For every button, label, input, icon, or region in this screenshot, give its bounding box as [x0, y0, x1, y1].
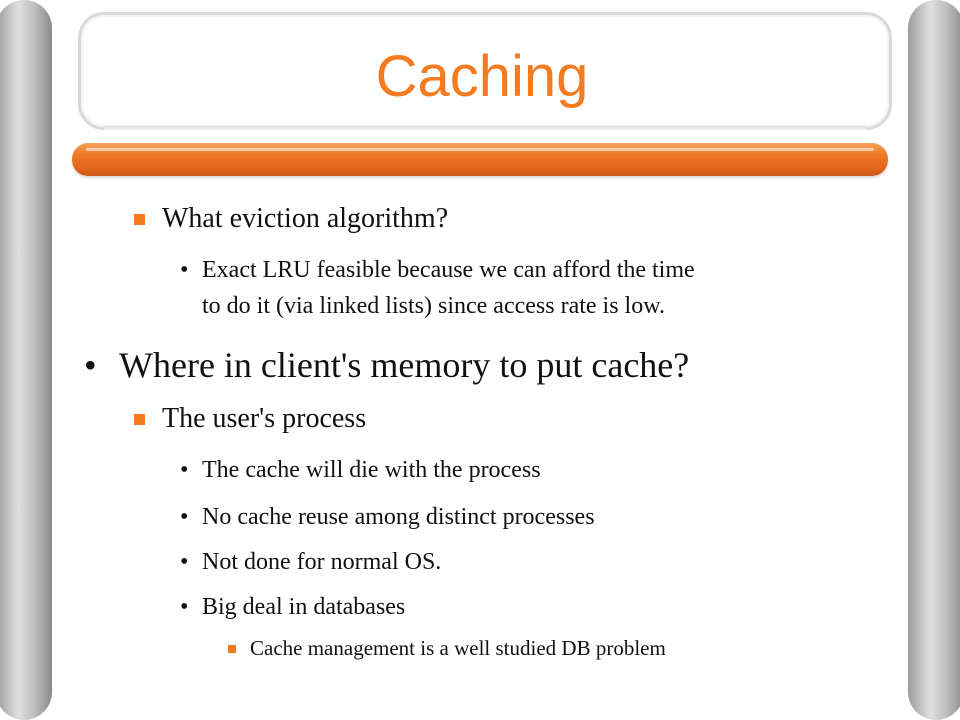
dot-bullet-icon: • — [180, 257, 189, 283]
bullet-text: The cache will die with the process — [202, 457, 541, 483]
bullet-text: What eviction algorithm? — [162, 203, 449, 234]
orange-bar-highlight — [86, 148, 874, 151]
slide-title: Caching — [375, 44, 589, 109]
dot-bullet-icon: • — [180, 457, 189, 483]
bullet-text: Exact LRU feasible because we can afford the time — [202, 257, 695, 283]
dot-bullet-icon: • — [180, 594, 189, 620]
dot-bullet-icon: • — [84, 345, 97, 385]
orange-divider-bar — [72, 143, 888, 176]
bullet-text: Big deal in databases — [202, 594, 406, 620]
bullet-text-continuation: to do it (via linked lists) since access rate is low. — [202, 293, 665, 319]
dot-bullet-icon: • — [180, 504, 189, 530]
square-bullet-icon — [228, 645, 236, 653]
bullet-text: The user's process — [162, 403, 367, 434]
bullet-text: Where in client's memory to put cache? — [119, 345, 690, 385]
bullet-text: Not done for normal OS. — [202, 549, 442, 575]
title-underline — [104, 126, 866, 130]
square-bullet-icon — [134, 414, 145, 425]
bullet-text: Cache management is a well studied DB problem — [250, 636, 666, 660]
left-decorative-pillar — [0, 0, 52, 720]
right-decorative-pillar — [908, 0, 960, 720]
dot-bullet-icon: • — [180, 549, 189, 575]
square-bullet-icon — [134, 214, 145, 225]
bullet-text: No cache reuse among distinct processes — [202, 504, 595, 530]
